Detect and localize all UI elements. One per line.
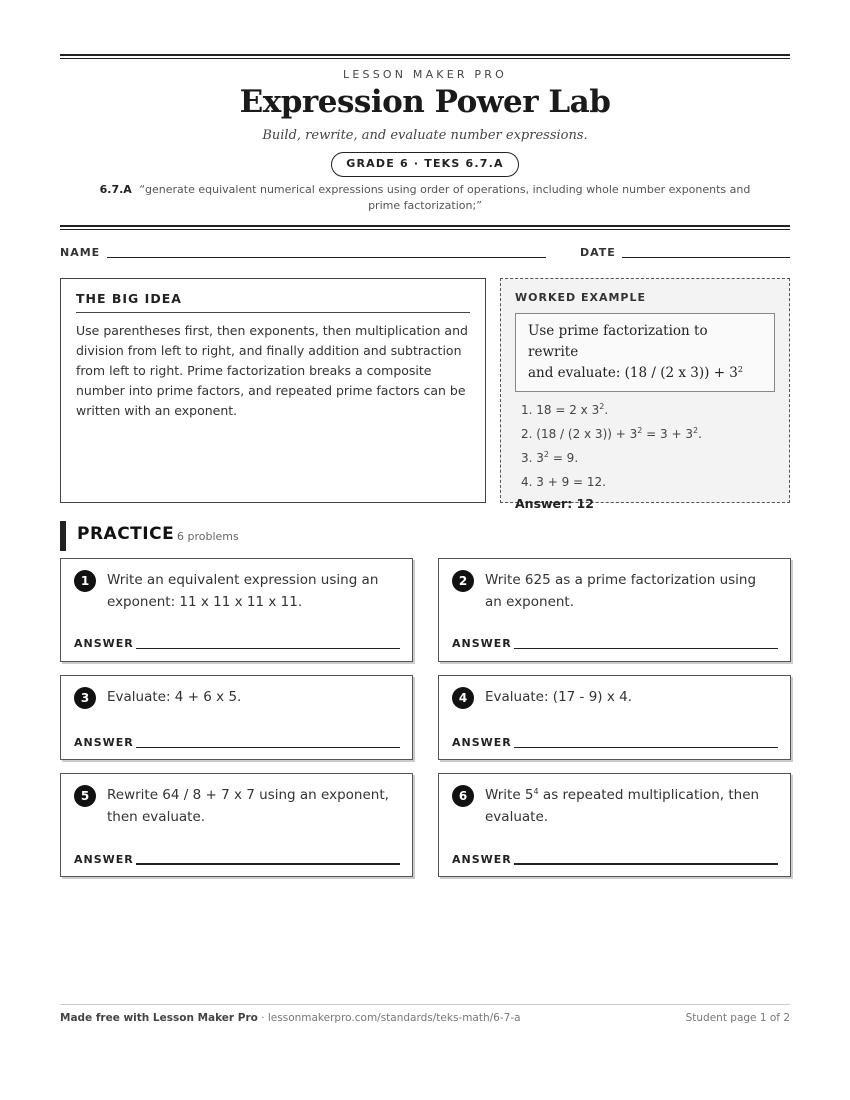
answer-label: ANSWER xyxy=(74,637,134,650)
name-label: NAME xyxy=(60,246,101,259)
problem-card-5 xyxy=(60,773,413,877)
problem-text: Evaluate: 4 + 6 x 5. xyxy=(107,689,242,705)
step-1: 1. 18 = 2 x $3^2$. xyxy=(521,402,609,417)
problem-text: Rewrite 64 / 8 + 7 x 7 using an exponent, then evaluate. xyxy=(107,787,389,825)
problem-card-3 xyxy=(60,675,413,760)
problem-number-badge: 5 xyxy=(74,785,96,807)
footer-page-number: Student page 1 of 2 xyxy=(685,1012,790,1024)
answer-label: ANSWER xyxy=(452,736,512,749)
answer-label: ANSWER xyxy=(74,736,134,749)
header-top-rule xyxy=(60,54,790,59)
problem-text: Write 625 as a prime factorization using an exponent. xyxy=(485,572,757,610)
answer-label: ANSWER xyxy=(452,637,512,650)
problem-card-6 xyxy=(438,773,791,877)
worked-example-heading: WORKED EXAMPLE xyxy=(515,291,646,304)
answer-field[interactable] xyxy=(136,747,400,748)
worksheet-title: Expression Power Lab xyxy=(239,84,611,120)
date-field[interactable] xyxy=(622,257,790,258)
standard-statement xyxy=(90,182,760,214)
grade-pill-container xyxy=(0,152,850,177)
footer-made-with: Made free with Lesson Maker Pro xyxy=(60,1012,258,1024)
big-idea-heading: THE BIG IDEA xyxy=(76,291,470,313)
prompt-line-2: and evaluate: (18 / (2 x $3)) + 3^2$ xyxy=(528,365,743,381)
footer-separator: · xyxy=(257,1012,268,1024)
big-idea-box xyxy=(60,278,486,503)
problem-number-badge: 2 xyxy=(452,570,474,592)
big-idea-text: Use parentheses first, then exponents, then multiplication and division from left to right, and finally addition and subtraction from left to right. Prime factorization breaks a composite number into prime factors, and repeated prime factors can be written with an exponent. xyxy=(76,323,468,418)
step-3: 3. $3^2 = 9$. xyxy=(521,450,579,465)
problem-number-badge: 1 xyxy=(74,570,96,592)
problem-number-badge: 3 xyxy=(74,687,96,709)
step-2: 2. (18 / (2 x $3)) + 3^2 = 3 + 3^2$. xyxy=(521,426,702,441)
problem-number-badge: 4 xyxy=(452,687,474,709)
problem-card-4 xyxy=(438,675,791,760)
practice-count: 6 problems xyxy=(177,530,239,543)
step-4: 4. 3 + 9 = 12. xyxy=(521,475,606,489)
problem-card-2 xyxy=(438,558,791,662)
prompt-line-1: Use prime factorization to rewrite xyxy=(528,323,708,360)
answer-field[interactable] xyxy=(514,747,778,748)
problem-text: Write $5^4$ as repeated multiplication, then evaluate. xyxy=(485,787,760,825)
standard-code: 6.7.A xyxy=(99,183,132,196)
answer-field[interactable] xyxy=(514,648,778,649)
practice-accent-bar xyxy=(60,521,66,551)
worked-example-steps xyxy=(515,398,775,494)
problem-card-1 xyxy=(60,558,413,662)
answer-field[interactable] xyxy=(136,863,400,865)
worked-example-prompt xyxy=(515,313,775,392)
worksheet-subtitle: Build, rewrite, and evaluate number expressions. xyxy=(262,128,588,143)
answer-label: ANSWER xyxy=(74,853,134,866)
date-label: DATE xyxy=(580,246,616,259)
footer-url[interactable]: lessonmakerpro.com/standards/teks-math/6-7-a xyxy=(267,1012,521,1024)
worked-example-box xyxy=(500,278,790,511)
name-field[interactable] xyxy=(107,257,546,258)
problem-text: Evaluate: (17 - 9) x 4. xyxy=(485,689,633,705)
answer-field[interactable] xyxy=(136,648,400,649)
footer-rule xyxy=(60,1004,790,1005)
standard-text: “generate equivalent numerical expressions using order of operations, including whole number exponents and prime factorization;” xyxy=(139,183,751,212)
problem-number-badge: 6 xyxy=(452,785,474,807)
practice-heading: PRACTICE xyxy=(77,524,175,544)
answer-field[interactable] xyxy=(514,863,778,865)
answer-label: ANSWER xyxy=(452,853,512,866)
header-bottom-rule xyxy=(60,225,790,230)
brand-name: LESSON MAKER PRO xyxy=(343,68,507,81)
grade-badge: GRADE 6 · TEKS 6.7.A xyxy=(331,152,518,177)
worked-example-answer: Answer: 12 xyxy=(515,496,594,511)
problem-text: Write an equivalent expression using an exponent: 11 x 11 x 11 x 11. xyxy=(107,572,379,610)
footer-credit xyxy=(60,1012,521,1024)
